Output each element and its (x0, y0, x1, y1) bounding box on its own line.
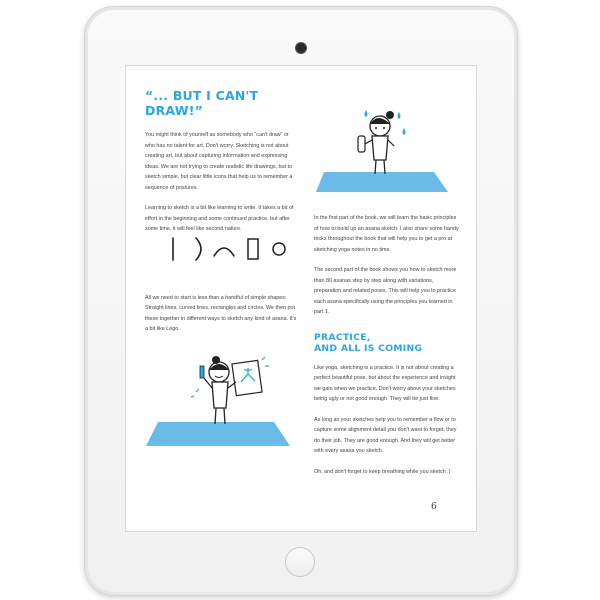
home-button[interactable] (285, 547, 315, 577)
circle-shape (273, 243, 285, 255)
sketch-paper-icon (232, 360, 262, 395)
sweat-drop-icon (403, 128, 406, 135)
paragraph: As long as your sketches help you to remember a flow or to capture some alignment detail you don't want to forget, they do their job. They are good enough. And they will get better with every asana you sketch. (314, 416, 457, 454)
page-heading: “... BUT I CAN'T DRAW!” (145, 88, 259, 118)
paragraph: All we need to start is less than a handful of simple shapes: Straight lines, curved lines, rectangles and circles. We then put these together in different ways to sketch any kind of asana. It's a bit like Lego. (145, 294, 297, 332)
yogi-holding-sketch-illustration (144, 348, 299, 448)
sweat-drop-icon (365, 110, 368, 117)
sweat-drop-icon (398, 112, 401, 119)
basic-shapes-illustration (148, 234, 288, 264)
paragraph: In the first part of the book, we will learn the basic principles of how to build up an asana sketch. I also share some handy tricks throughout the book that will help you to get a pro at sketching yoga notes in no time. (314, 215, 459, 253)
paragraph: Learning to sketch is a bit like learning to write. It takes a bit of effort in the beginning and some continued practice, but after some time, it will feel like second nature. (145, 205, 294, 232)
section-heading-line1: PRACTICE, (314, 331, 371, 343)
arc-shape (214, 248, 234, 256)
ebook-page (125, 65, 477, 532)
water-bottle-icon (358, 136, 365, 152)
yoga-mat (146, 422, 290, 446)
paragraph: Oh, and don't forget to keep breathing while you sketch ;) (314, 468, 451, 475)
curved-line-shape (196, 238, 201, 260)
paragraph: You might think of yourself as somebody who “can't draw” or who has no talent for art. Don't worry. Sketching is not about creating art, but about capturing information and expressing ideas. We are not trying to create realistic life drawings, but to sketch simple, but clear little icons that help us to remember a sequence of postures. (145, 132, 293, 191)
section-heading-line2: AND ALL IS COMING (314, 343, 423, 354)
pencil-icon (200, 366, 204, 378)
paragraph: Like yoga, sketching is a practice. It is not about creating a perfect beautiful pose, but about the experience and insight we gain when we practice. Don't worry about your sketches being ugly or not good enough. They will be just fine. (314, 364, 456, 402)
yoga-mat (316, 172, 448, 192)
page-number: 6 (431, 502, 437, 512)
sweating-yogi-illustration (314, 104, 464, 194)
camera-icon (295, 42, 307, 54)
rectangle-shape (248, 239, 258, 259)
left-column (145, 88, 298, 345)
paragraph: The second part of the book shows you how to sketch more than 80 asanas step by step along with variations, preparation and related poses. This will help you to practice each asana specifically using the principles you learned in part 1. (314, 267, 457, 315)
right-column (314, 213, 459, 487)
